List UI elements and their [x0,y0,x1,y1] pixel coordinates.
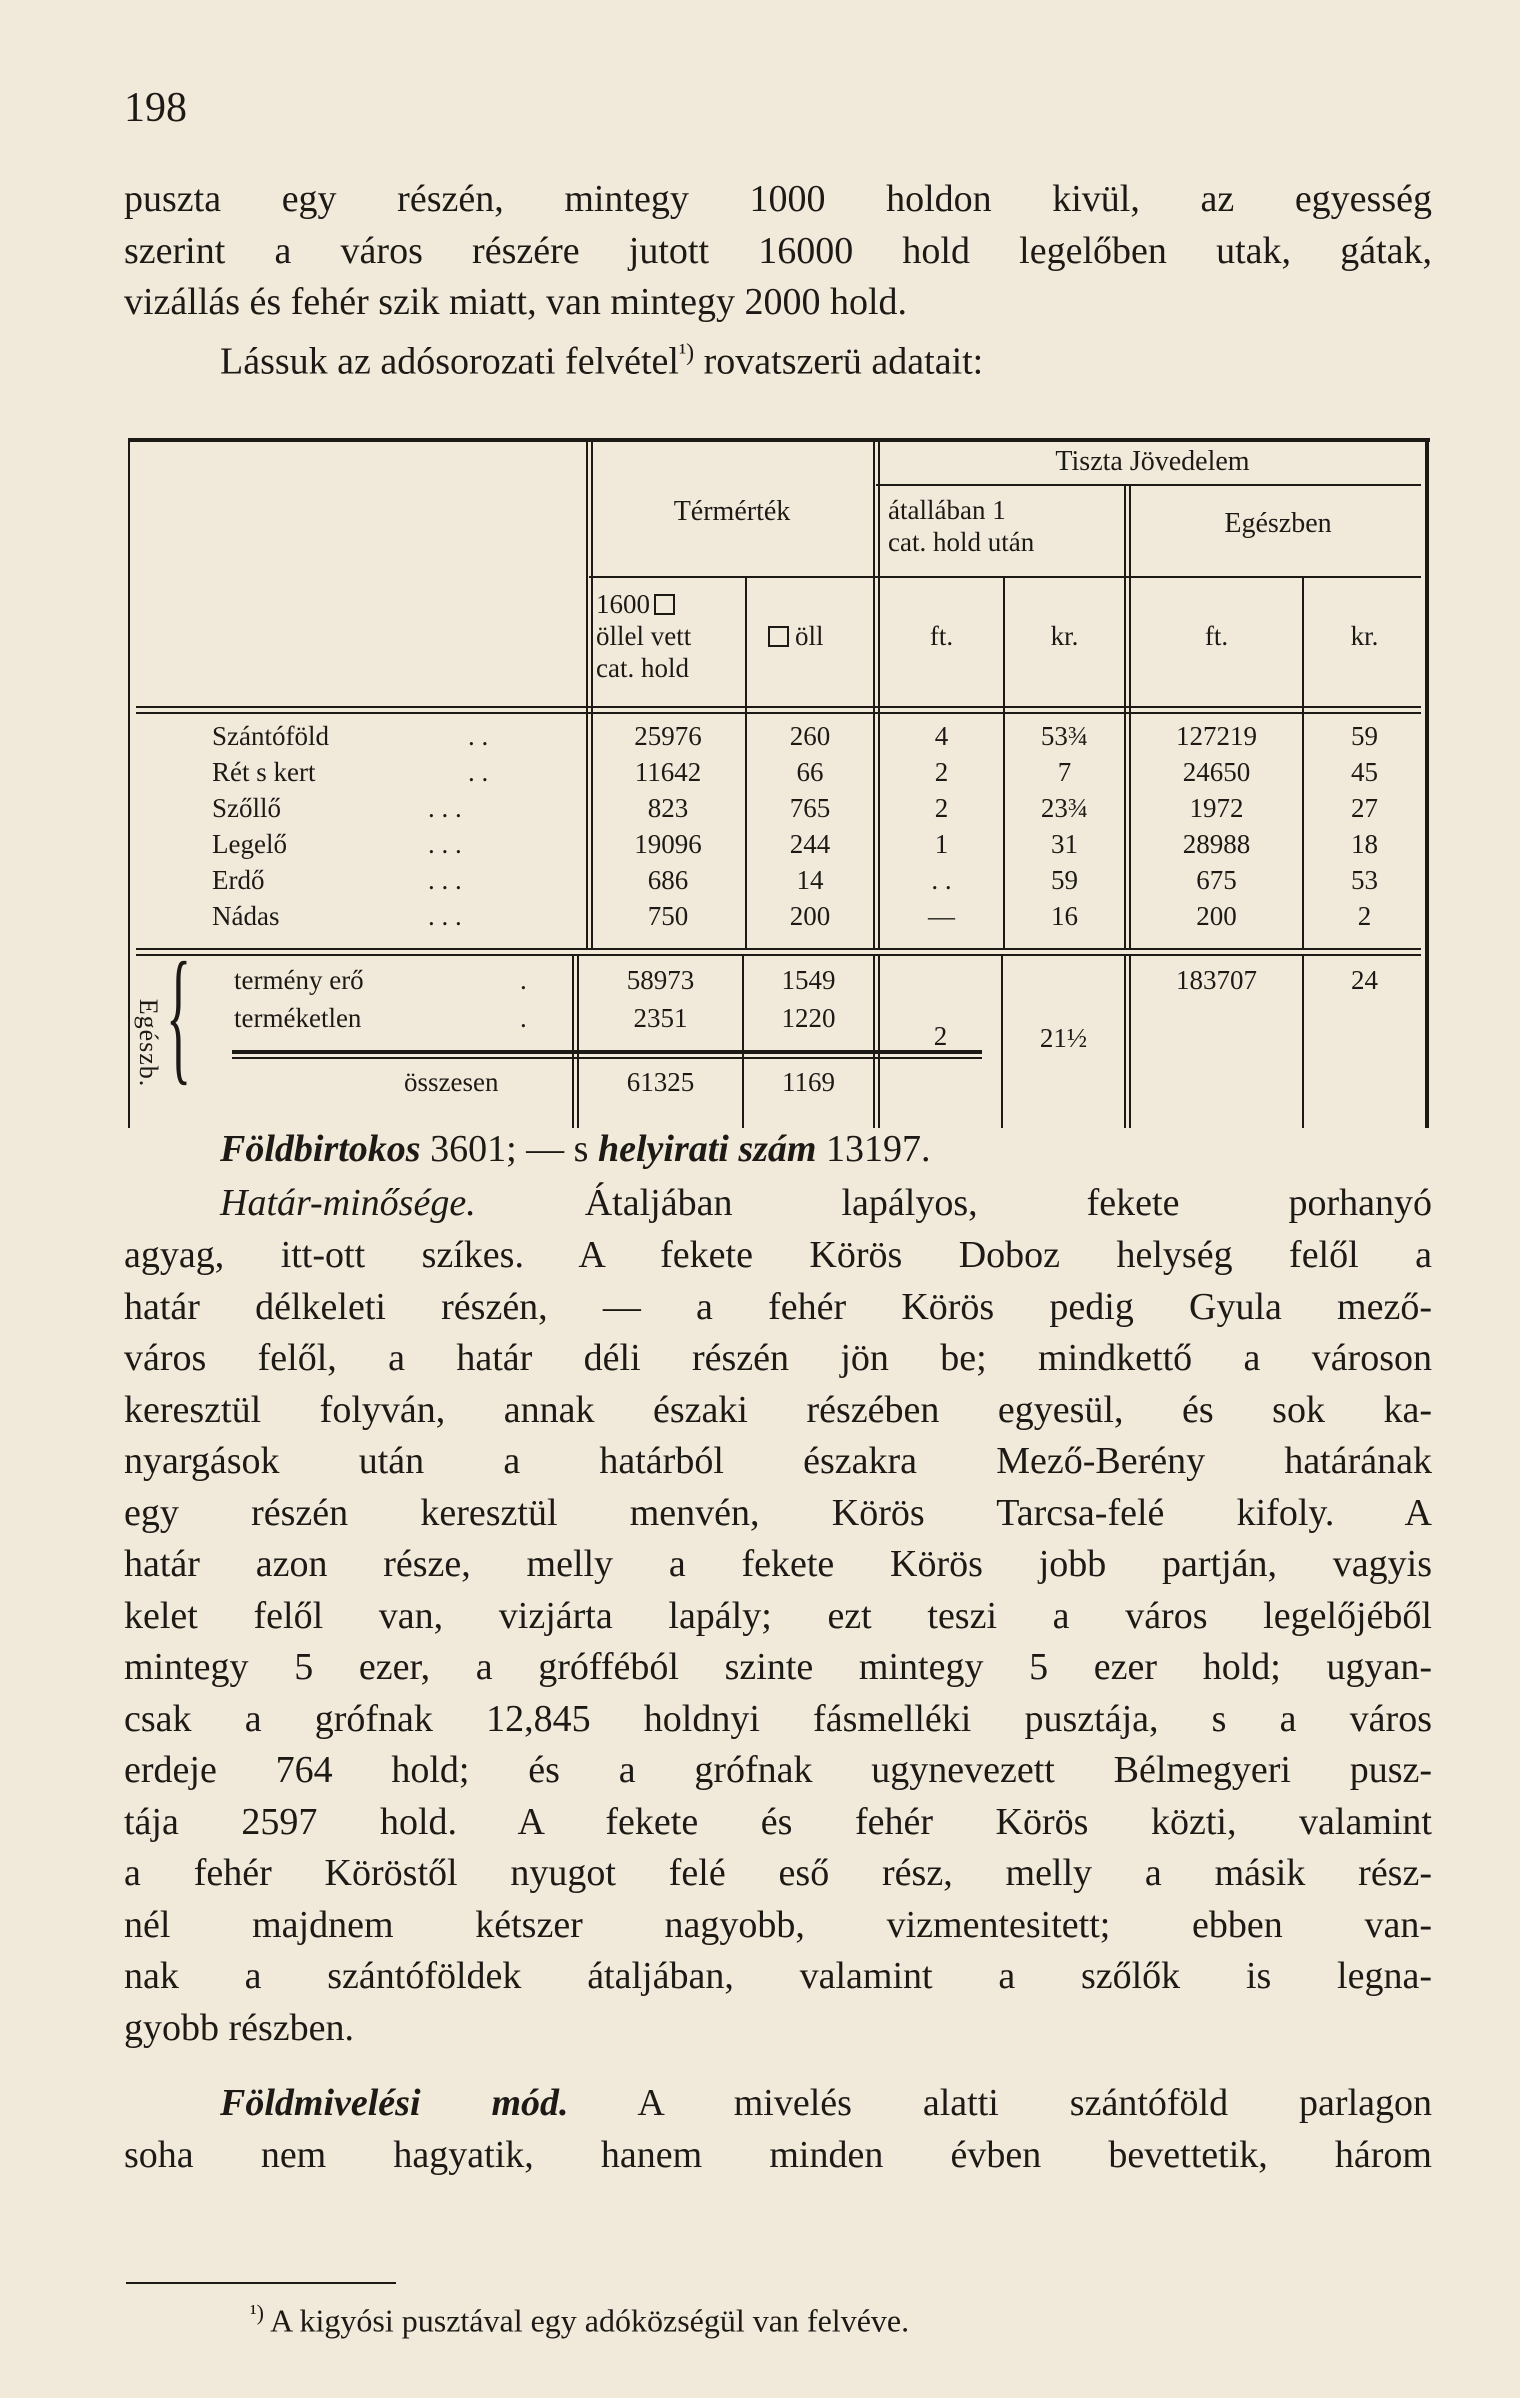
row-hold: 686 [647,865,689,895]
summary-ft: 2 [933,1021,948,1051]
row-ft: 2 [934,793,949,823]
row-leader: . . . [428,793,462,823]
hatar-line: egy részén keresztül menvén, Körös Tarcsa-felé kifoly. A [124,1491,1432,1534]
summary-name: termény erő [234,965,364,995]
summary-oll: 1220 [781,1003,836,1033]
foldbirtokos-line [124,1124,1432,1176]
row-kr: 7 [1057,757,1072,787]
row-hold: 750 [647,901,689,931]
hatar-line: határ azon része, melly a fekete Körös jobb partján, vagyis [124,1543,1432,1585]
footnote-reference: ¹) [678,340,695,366]
hatar-first-line [124,1178,1432,1230]
row-total-ft: 127219 [1176,721,1257,751]
hatar-line: város felől, a határ déli részén jön be; mindkettő a városon [124,1337,1432,1379]
foldmiveles-line: soha nem hagyatik, hanem minden évben bevettetik, három [124,2134,1432,2176]
hatar-line: tája 2597 hold. A fekete és fehér Körös közti, valamint [124,1800,1432,1843]
row-ft: . . [931,865,952,895]
foldbirtokos-sep: ; — s [506,1128,589,1170]
footnote-rule [126,2282,396,2284]
table-lead-paragraph [124,328,1432,388]
row-hold: 25976 [634,721,702,751]
table-lead-text-end: rovatszerü adatait: [694,340,984,383]
row-total-kr: 18 [1351,829,1378,859]
foldmiveles-first-line-text: A mivelés alatti szántóföld parlagon [637,2082,1433,2124]
side-label-egeszb [128,940,162,1150]
header-ollel-vett: öllel vett [596,621,692,651]
foldmiveles-body [124,2130,1432,2182]
header-egeszben: Egészben [1224,508,1332,539]
foldmiveles-first-line [124,2078,1432,2130]
header-oll-text: öll [795,621,824,651]
header-total-ft: ft. [1204,621,1229,651]
brace-symbol: { [166,932,192,1098]
foldbirtokos-paragraph [124,1124,1432,1176]
summary-hold: 58973 [626,965,695,995]
row-total-ft: 200 [1196,901,1237,931]
helyirati-label: helyirati szám [597,1128,817,1170]
row-total-kr: 2 [1357,901,1372,931]
row-hold: 19096 [634,829,702,859]
row-leader: . . . [428,901,462,931]
hatar-line: nyargások után a határból északra Mező-Berény határának [124,1440,1432,1482]
osszesen-oll: 1169 [782,1067,835,1097]
header-oll [768,618,824,654]
row-oll: 200 [789,901,831,931]
square-symbol-icon [768,626,789,647]
row-total-kr: 27 [1351,793,1378,823]
row-name: Szántóföld [212,721,329,751]
row-ft: — [928,901,955,931]
intro-paragraph [124,174,1432,329]
row-total-kr: 45 [1351,757,1378,787]
hatar-line: agyag, itt-ott szíkes. A fekete Körös Doboz helység felől a [124,1234,1432,1276]
header-total-kr: kr. [1350,621,1379,651]
hatar-last-line: gyobb részben. [124,2006,355,2049]
hatar-line: kelet felől van, vizjárta lapály; ezt teszi a város legelőjéből [124,1594,1432,1637]
row-leader: . . [468,721,489,751]
row-leader: . . . [428,829,462,859]
header-1600-text: 1600 [596,589,650,619]
row-ft: 4 [934,721,949,751]
intro-line: szerint a város részére jutott 16000 hold legelőben utak, gátak, [124,229,1432,272]
footnote-text: A kigyósi pusztával egy adóközségül van felvéve. [270,2302,910,2339]
table-lead-text: Lássuk az adósorozati felvétel [220,340,679,383]
row-kr: 16 [1051,901,1078,931]
summary-name: terméketlen [234,1003,362,1033]
hatar-line: nél majdnem kétszer nagyobb, vizmentesitett; ebben van- [124,1903,1432,1946]
hatar-first-line-text: Átaljában lapályos, fekete porhanyó [584,1182,1432,1224]
hatar-line: erdeje 764 hold; és a grófnak ugynevezett Bélmegyeri pusz- [124,1749,1432,1791]
hatar-line: határ délkeleti részén, — a fehér Körös pedig Gyula mező- [124,1285,1432,1328]
hatar-body [124,1230,1432,2054]
summary-total-kr: 24 [1351,965,1378,995]
footnote-mark: ¹) [250,2300,264,2325]
row-ft: 1 [934,829,949,859]
osszesen-label: összesen [404,1067,499,1097]
land-register-table [128,438,1430,1128]
table-lead-line [124,328,1432,388]
row-oll: 244 [789,829,831,859]
row-oll: 14 [796,865,824,895]
foldmiveles-label: Földmivelési mód. [220,2082,569,2124]
foldbirtokos-value: 3601 [430,1128,507,1170]
row-total-ft: 24650 [1182,757,1251,787]
row-name: Szőllő [212,793,282,823]
footnote [250,2300,909,2340]
side-label-text: Egészb. [134,998,163,1088]
helyirati-value: 13197. [826,1128,931,1170]
hatar-paragraph [124,1178,1432,1230]
summary-kr: 21½ [1039,1023,1088,1053]
row-total-ft: 675 [1196,865,1237,895]
header-cat-hold: cat. hold [596,653,689,683]
row-oll: 260 [789,721,831,751]
row-kr: 23¾ [1040,793,1089,823]
row-name: Rét s kert [212,757,316,787]
row-leader: . . . [428,865,462,895]
foldmiveles-paragraph [124,2078,1432,2130]
row-total-ft: 28988 [1182,829,1251,859]
row-hold: 11642 [634,757,702,787]
intro-line: puszta egy részén, mintegy 1000 holdon kivül, az egyesség [124,178,1432,220]
summary-leader: . [520,965,527,995]
square-symbol-icon [654,594,675,615]
hatar-line: mintegy 5 ezer, a grófféból szinte mintegy 5 ezer hold; ugyan- [124,1646,1432,1688]
hatar-line: a fehér Köröstől nyugot felé eső rész, melly a másik rész- [124,1852,1432,1894]
row-name: Erdő [212,865,265,895]
summary-total-ft: 183707 [1176,965,1257,995]
row-leader: . . [468,757,489,787]
summary-leader: . [520,1003,527,1033]
header-tiszta-jovedelem: Tiszta Jövedelem [1055,446,1250,477]
header-termertek: Térmérték [673,496,791,527]
row-total-kr: 53 [1351,865,1378,895]
row-name: Legelő [212,829,287,859]
header-cat-hold-utan: cat. hold után [888,527,1035,557]
header-ft: ft. [929,621,954,651]
hatar-label: Határ-minősége. [220,1182,476,1224]
row-oll: 765 [789,793,831,823]
header-kr: kr. [1050,621,1079,651]
row-hold: 823 [647,793,689,823]
row-total-kr: 59 [1351,721,1378,751]
header-1600 [596,586,675,622]
row-kr: 59 [1051,865,1078,895]
osszesen-hold: 61325 [626,1067,695,1097]
summary-hold: 2351 [633,1003,688,1033]
summary-oll: 1549 [781,965,836,995]
intro-line: vizállás és fehér szik miatt, van mintegy 2000 hold. [124,281,908,323]
hatar-line: csak a grófnak 12,845 holdnyi fásmelléki pusztája, s a város [124,1697,1432,1740]
row-kr: 53¾ [1040,721,1089,751]
page-number: 198 [124,85,187,131]
header-atallaban: átallában 1 [888,495,1006,525]
row-ft: 2 [934,757,949,787]
row-name: Nádas [212,901,280,931]
row-kr: 31 [1051,829,1078,859]
hatar-line: nak a szántóföldek átaljában, valamint a szőlők is legna- [124,1955,1432,1997]
hatar-line: keresztül folyván, annak északi részében egyesül, és sok ka- [124,1388,1432,1431]
foldbirtokos-label: Földbirtokos [220,1128,421,1170]
row-oll: 66 [796,757,824,787]
row-total-ft: 1972 [1189,793,1244,823]
